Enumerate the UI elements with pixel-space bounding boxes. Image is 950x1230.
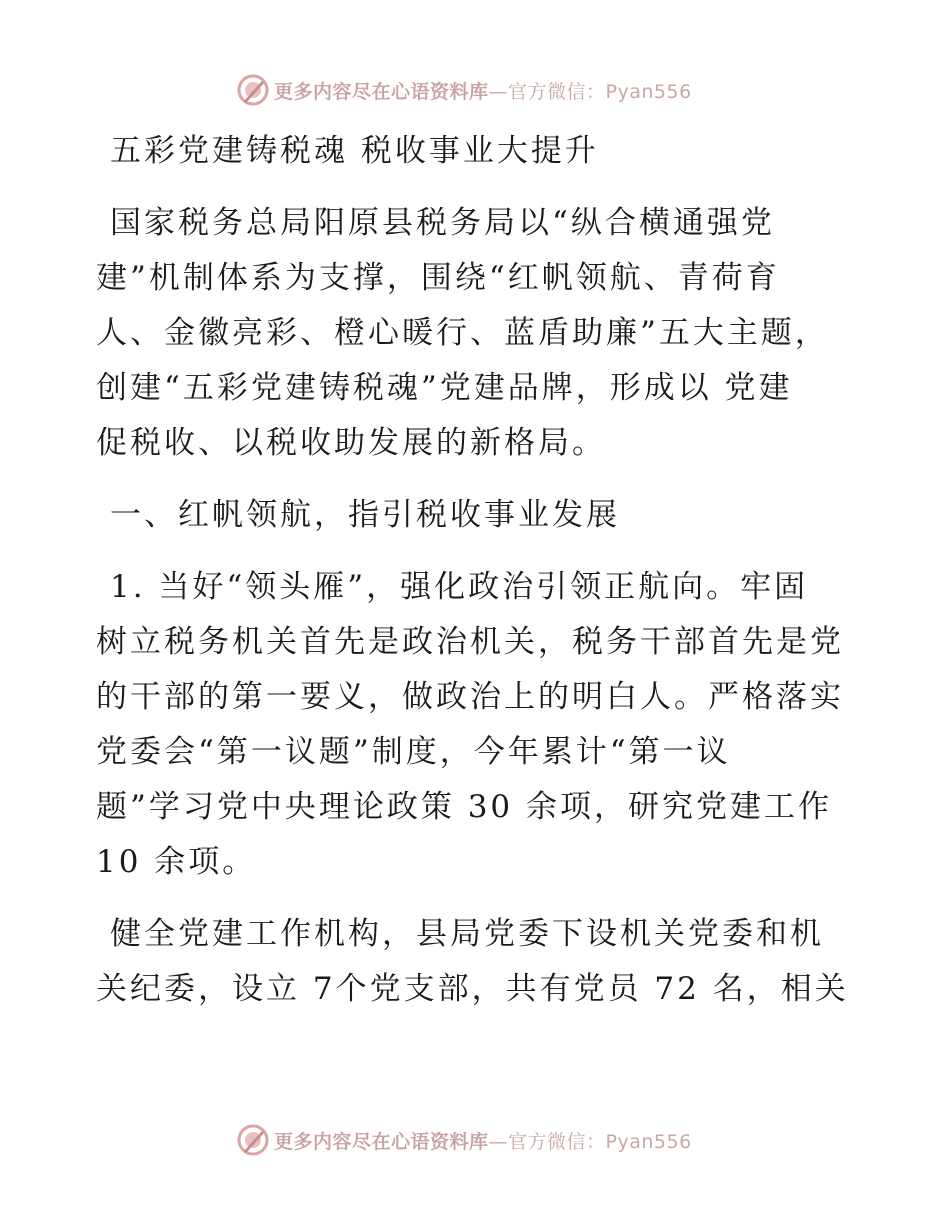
text-line: 的干部的第一要义，做政治上的明白人。严格落实 [96, 679, 844, 715]
text-line: 题”学习党中央理论政策 30 余项，研究党建工作 [96, 789, 833, 825]
watermark-text: 更多内容尽在心语资料库—官方微信：Pyan556 [274, 1130, 692, 1153]
section-heading [96, 488, 856, 543]
text-line: 党委会“第一议题”制度，今年累计“第一议 [96, 734, 731, 770]
text-line: 关纪委，设立 7个党支部，共有党员 72 名，相关 [96, 971, 849, 1007]
watermark-header [236, 72, 692, 108]
watermark-footer [236, 1122, 692, 1158]
paragraph-intro [96, 196, 856, 471]
text-line: 国家税务总局阳原县税务局以“纵合横通强党 [110, 205, 775, 241]
text-line: 树立税务机关首先是政治机关，税务干部首先是党 [96, 624, 844, 660]
text-line: 人、金徽亮彩、橙心暖行、蓝盾助廉”五大主题， [96, 315, 829, 351]
text-line: 10 余项。 [96, 844, 257, 880]
paragraph-organization [96, 907, 856, 1017]
watermark-text: 更多内容尽在心语资料库—官方微信：Pyan556 [274, 80, 692, 103]
text-line: 1. 当好“领头雁”，强化政治引领正航向。牢固 [110, 569, 809, 605]
quill-logo-icon [236, 1123, 270, 1157]
paragraph-point-1 [96, 560, 856, 890]
quill-logo-icon [236, 73, 270, 107]
text-line: 健全党建工作机构，县局党委下设机关党委和机 [110, 916, 824, 952]
text-line: 创建“五彩党建铸税魂”党建品牌，形成以 党建 [96, 370, 793, 406]
text-line: 促税收、以税收助发展的新格局。 [96, 425, 606, 461]
document-body [96, 120, 856, 1017]
text-line: 建”机制体系为支撑，围绕“红帆领航、青荷育 [96, 260, 780, 296]
document-title: 五彩党建铸税魂 税收事业大提升 [110, 133, 599, 169]
text-line: 一、红帆领航，指引税收事业发展 [110, 497, 620, 533]
